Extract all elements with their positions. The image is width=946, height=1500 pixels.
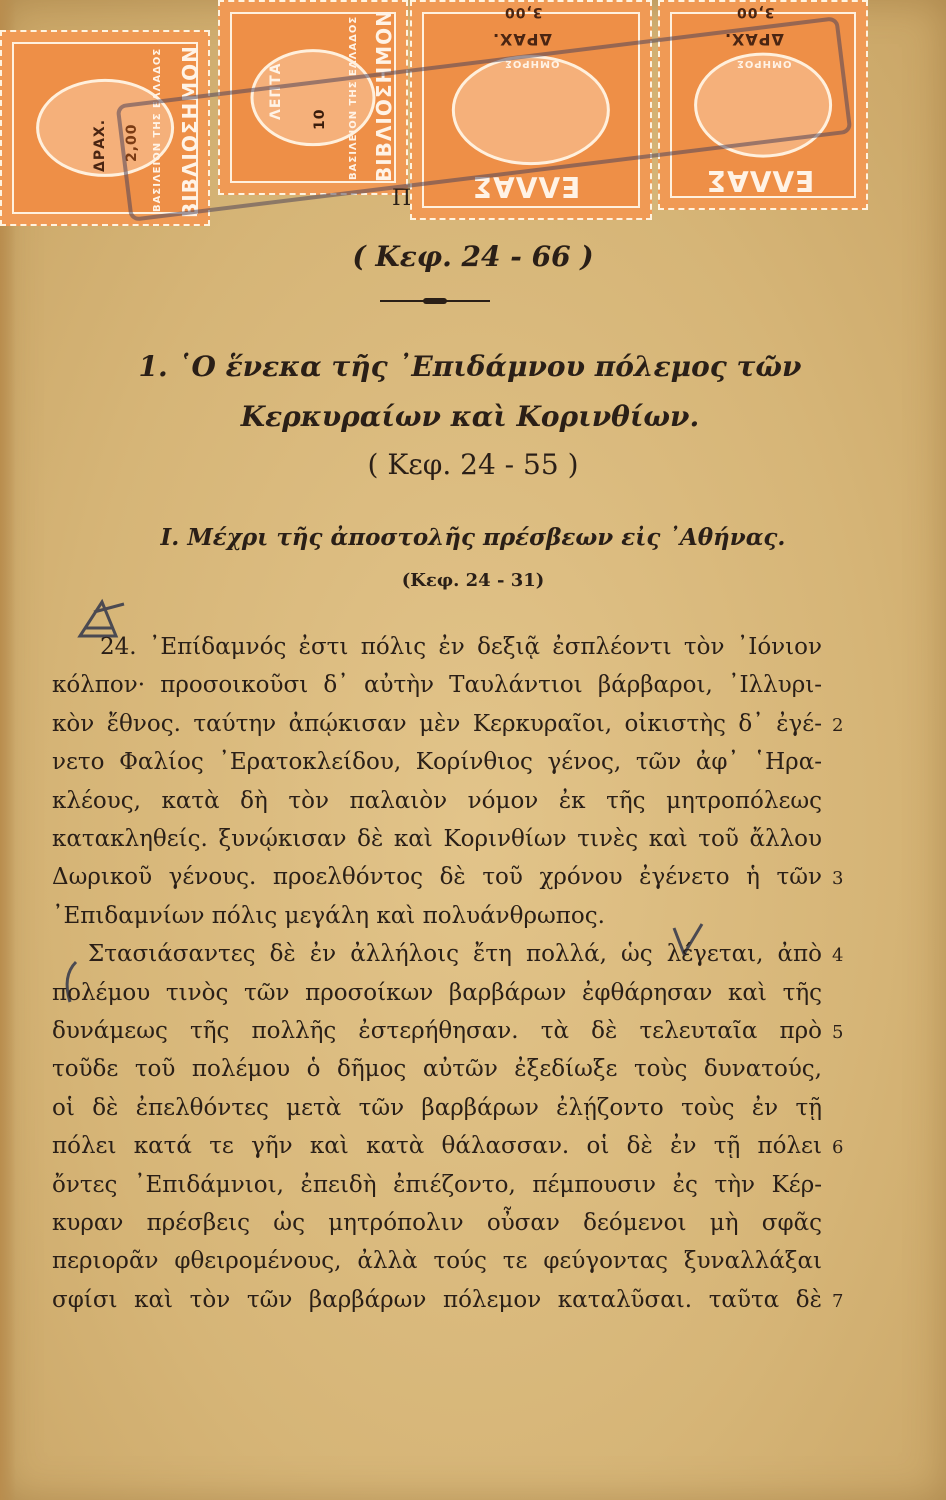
stamp-denomination: 3,00 bbox=[736, 4, 775, 20]
stamp-name: ΟΜΗΡΟΣ bbox=[504, 58, 560, 69]
ornamental-rule-center bbox=[423, 298, 447, 304]
text-line: οἱ δὲ ἐπελθόντες μετὰ τῶν βαρβάρων ἐλῄζοντο τοὺς ἐν τῇ bbox=[52, 1094, 822, 1121]
stamp-denomination: 10 bbox=[312, 108, 328, 130]
margin-line-number: 4 bbox=[832, 945, 844, 967]
stamp-top-text: ΒΑΣΙΛΕΙΟΝ ΤΗΣ ΕΛΛΑΔΟΣ bbox=[348, 15, 359, 180]
stamp-name: ΟΜΗΡΟΣ bbox=[736, 58, 792, 69]
margin-line-number: 5 bbox=[832, 1022, 844, 1043]
text-line: κλέους, κατὰ δὴ τὸν παλαιὸν νόμον ἐκ τῆς μητροπόλεως bbox=[52, 787, 822, 814]
text-line: κόλπον· προσοικοῦσι δ᾿ αὐτὴν Ταυλάντιοι βάρβαροι, ᾿Ιλλυρι- bbox=[52, 672, 822, 699]
text-line: κὸν ἔθνος. ταύτην ἀπῴκισαν μὲν Κερκυραῖοι, οἰκιστὴς δ᾿ ἐγέ- bbox=[52, 710, 822, 737]
stamp-band-text: ΕΛΛΑΣ bbox=[472, 170, 581, 203]
text-line: 24. ᾿Επίδαμνός ἐστι πόλις ἐν δεξιᾷ ἐσπλέοντι τὸν ᾿Ιόνιον bbox=[100, 634, 822, 660]
text-line: νετο Φαλίος ᾿Ερατοκλείδου, Κορίνθιος γένος, τῶν ἀφ᾿ ῾Ηρα- bbox=[52, 749, 822, 776]
subsection-title: Ι. Μέχρι τῆς ἀποστολῆς πρέσβεων εἰς ᾿Αθήνας. bbox=[160, 524, 786, 551]
subsection-chapter-range: (Κεφ. 24 - 31) bbox=[401, 570, 545, 591]
text-line: περιορᾶν φθειρομένους, ἀλλὰ τούς τε φεύγοντας ξυναλλάξαι bbox=[52, 1248, 822, 1275]
stamp-denomination: 2,00 bbox=[124, 123, 140, 162]
stamp-unit: ΛΕΠΤΑ bbox=[268, 62, 284, 120]
margin-line-number: 2 bbox=[832, 714, 844, 736]
stamp-top-text: ΒΑΣΙΛΕΙΟΝ ΤΗΣ ΕΛΛΑΔΟΣ bbox=[152, 47, 163, 212]
stamp-band-text: ΒΙΒΛΙΟΣΗΜΟΝ bbox=[372, 9, 396, 182]
section-title bbox=[80, 342, 860, 442]
title-line-2: Κερκυραίων καὶ Κορινθίων. bbox=[240, 400, 700, 433]
text-line: τοῦδε τοῦ πολέμου ὁ δῆμος αὐτῶν ἐξεδίωξε τοὺς δυνατούς, bbox=[52, 1056, 822, 1083]
text-line: δυνάμεως τῆς πολλῆς ἐστερήθησαν. τὰ δὲ τελευταῖα πρὸ bbox=[52, 1018, 822, 1044]
stamp-unit: ΔΡΑΧ. bbox=[92, 118, 108, 172]
text-line: ᾿Επιδαμνίων πόλις μεγάλη καὶ πολυάνθρωπος. bbox=[52, 902, 605, 929]
stamp-band-text: ΕΛΛΑΣ bbox=[706, 164, 815, 197]
chapter-range-heading: ( Κεφ. 24 - 66 ) bbox=[352, 240, 594, 273]
text-line: πόλει κατά τε γῆν καὶ κατὰ θάλασσαν. οἱ δὲ ἐν τῇ πόλει bbox=[52, 1133, 822, 1160]
stamp-unit: ΔΡΑΧ. bbox=[492, 30, 552, 49]
stray-glyph: Π bbox=[392, 186, 412, 211]
margin-line-number: 7 bbox=[832, 1290, 844, 1312]
stamp-unit: ΔΡΑΧ. bbox=[724, 30, 784, 49]
stamp-band-text: ΒΙΒΛΙΟΣΗΜΟΝ bbox=[178, 45, 202, 218]
text-line: Στασιάσαντες δὲ ἐν ἀλλήλοις ἔτη πολλά, ὡς λέγεται, ἀπὸ bbox=[88, 941, 822, 968]
text-line: κατακληθείς. ξυνῴκισαν δὲ καὶ Κορινθίων τινὲς καὶ τοῦ ἄλλου bbox=[52, 826, 822, 852]
text-line: κυραν πρέσβεις ὡς μητρόπολιν οὖσαν δεόμενοι μὴ σφᾶς bbox=[52, 1210, 822, 1236]
title-chapter-range: ( Κεφ. 24 - 55 ) bbox=[367, 448, 579, 481]
margin-line-number: 6 bbox=[832, 1137, 844, 1159]
text-line: Δωρικοῦ γένους. προελθόντος δὲ τοῦ χρόνου ἐγένετο ἡ τῶν bbox=[52, 864, 822, 891]
stamp-denomination: 3,00 bbox=[504, 4, 543, 20]
margin-line-number: 3 bbox=[832, 868, 844, 890]
text-line: ὄντες ᾿Επιδάμνιοι, ἐπειδὴ ἐπιέζοντο, πέμπουσιν ἐς τὴν Κέρ- bbox=[52, 1171, 822, 1198]
title-line-1: 1. ῾Ο ἕνεκα τῆς ᾿Επιδάμνου πόλεμος τῶν bbox=[138, 350, 802, 383]
text-line: πολέμου τινὸς τῶν προσοίκων βαρβάρων ἐφθάρησαν καὶ τῆς bbox=[52, 979, 822, 1006]
text-line: σφίσι καὶ τὸν τῶν βαρβάρων πόλεμον καταλῦσαι. ταῦτα δὲ bbox=[52, 1286, 822, 1313]
